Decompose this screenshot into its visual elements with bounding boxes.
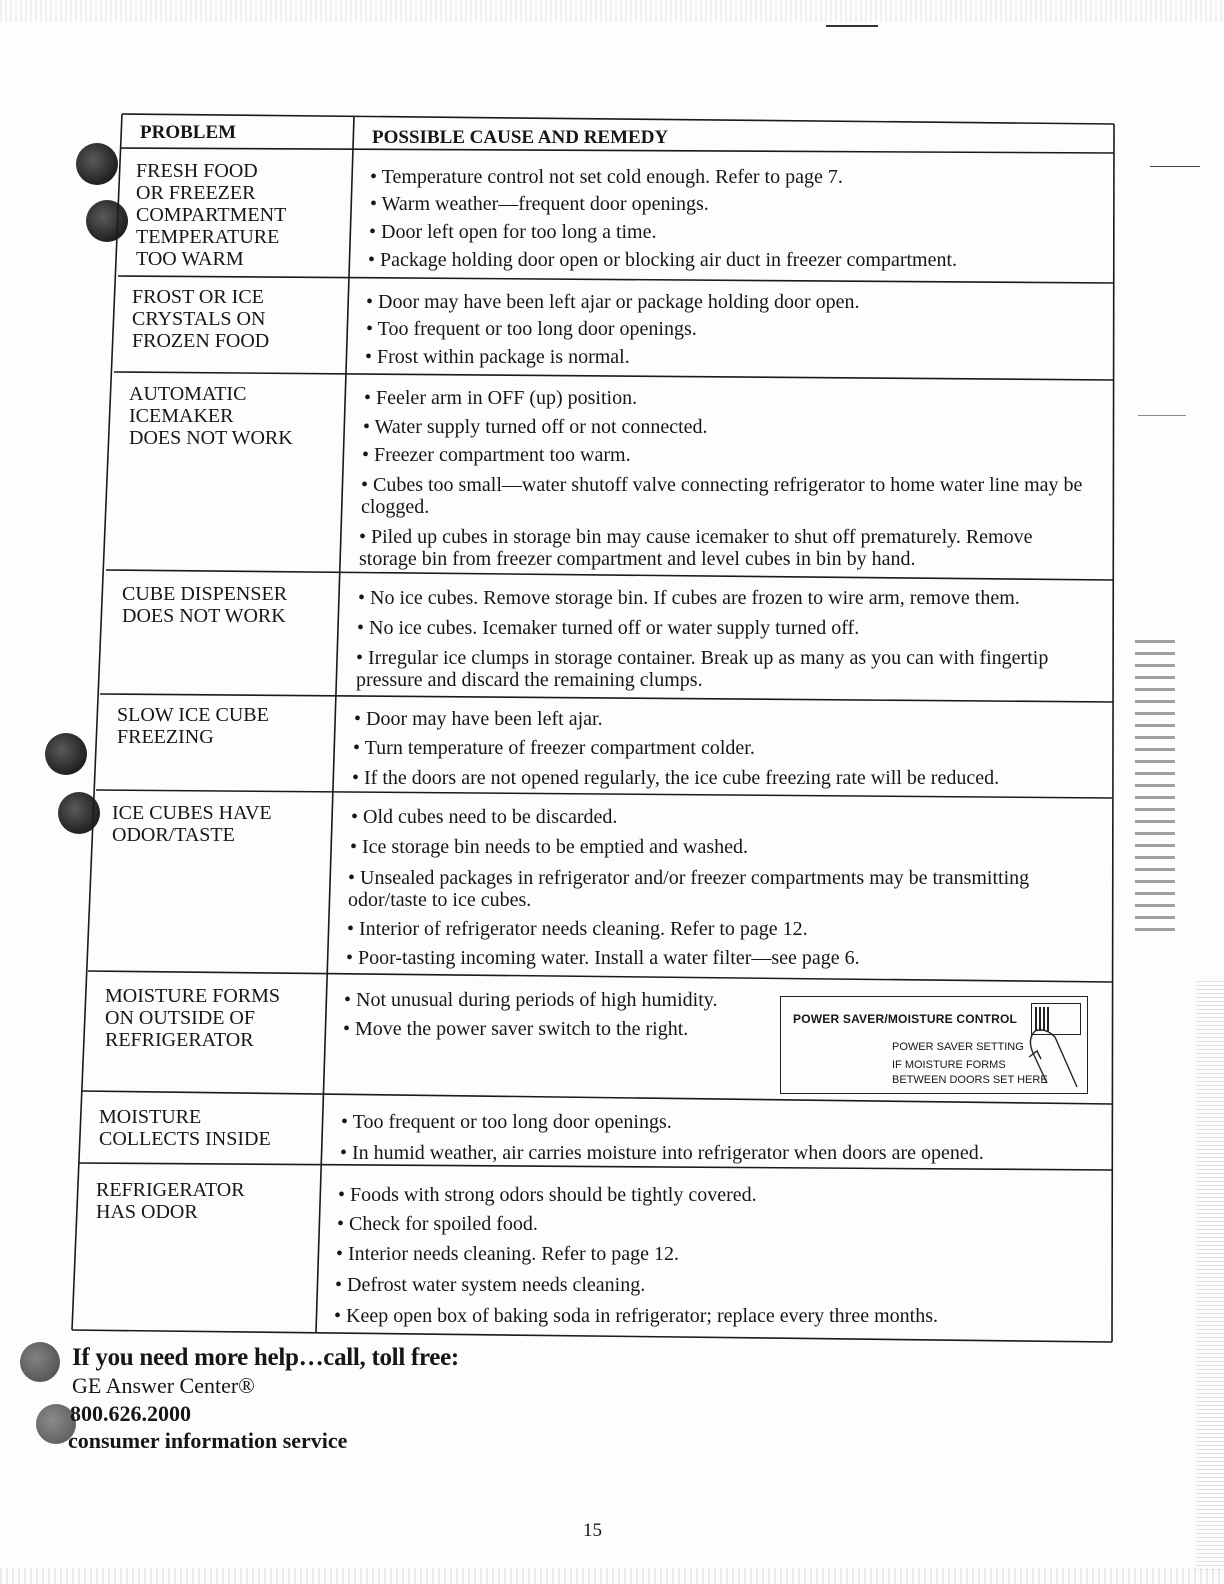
toll-free-number[interactable]: 800.626.2000 (70, 1401, 191, 1426)
help-heading: If you need more help…call, toll free: (72, 1344, 459, 1371)
column-header-remedy: POSSIBLE CAUSE AND REMEDY (372, 127, 669, 148)
problem-moisture-outside: MOISTURE FORMS ON OUTSIDE OF REFRIGERATOR (105, 985, 281, 1051)
cause-item: • Interior needs cleaning. Refer to page 12. (336, 1243, 679, 1265)
cause-item: • Interior of refrigerator needs cleaning. Refer to page 12. (347, 918, 808, 940)
cause-item: • Check for spoiled food. (337, 1213, 538, 1235)
cause-item: • Temperature control not set cold enough. Refer to page 7. (370, 166, 843, 188)
cause-item: • Warm weather—frequent door openings. (370, 193, 709, 215)
column-header-problem: PROBLEM (140, 122, 237, 143)
problem-icemaker: AUTOMATIC ICEMAKER DOES NOT WORK (129, 383, 293, 449)
cause-item: • Irregular ice clumps in storage container. Break up as many as you can with fingertip pressure and discard the remaining clumps. (356, 647, 1049, 691)
page-number: 15 (583, 1520, 602, 1541)
cause-item: • Old cubes need to be discarded. (351, 806, 618, 828)
answer-center-name: GE Answer Center® (72, 1373, 255, 1398)
cause-item: • Cubes too small—water shutoff valve connecting refrigerator to home water line may be clogged. (361, 474, 1083, 518)
moisture-note: IF MOISTURE FORMS (892, 1059, 1006, 1071)
cause-item: • Piled up cubes in storage bin may cause icemaker to shut off prematurely. Remove storage bin from freezer compartment and level cubes in bin by hand. (359, 526, 1033, 570)
cause-item: • Feeler arm in OFF (up) position. (364, 387, 638, 409)
problem-frost-crystals: FROST OR ICE CRYSTALS ON FROZEN FOOD (132, 286, 270, 352)
power-saver-diagram (780, 996, 1088, 1094)
power-saver-setting-label: POWER SAVER SETTING (892, 1041, 1024, 1053)
cause-item: • Poor-tasting incoming water. Install a water filter—see page 6. (346, 947, 860, 969)
problem-dispenser: CUBE DISPENSER DOES NOT WORK (122, 583, 288, 627)
problem-moisture-inside: MOISTURE COLLECTS INSIDE (99, 1106, 271, 1150)
cause-item: • Foods with strong odors should be tightly covered. (338, 1184, 757, 1206)
cause-item: • Ice storage bin needs to be emptied and washed. (350, 836, 748, 858)
cause-item: • Freezer compartment too warm. (362, 444, 631, 466)
problem-refrigerator-odor: REFRIGERATOR HAS ODOR (96, 1179, 245, 1223)
cause-item: • No ice cubes. Remove storage bin. If cubes are frozen to wire arm, remove them. (358, 587, 1020, 609)
cause-item: • Not unusual during periods of high humidity. (344, 989, 718, 1011)
pointing-finger-icon (1017, 1021, 1087, 1091)
service-description: consumer information service (68, 1428, 348, 1453)
cause-item: • Move the power saver switch to the right. (343, 1018, 689, 1040)
cause-item: • Turn temperature of freezer compartment colder. (353, 737, 755, 759)
cause-item: • In humid weather, air carries moisture into refrigerator when doors are opened. (340, 1142, 984, 1164)
cause-item: • Door may have been left ajar or package holding door open. (366, 291, 860, 313)
cause-item: • Frost within package is normal. (365, 346, 630, 368)
cause-item: • Water supply turned off or not connected. (363, 416, 708, 438)
cause-item: • Package holding door open or blocking air duct in freezer compartment. (368, 249, 958, 271)
cause-item: • Unsealed packages in refrigerator and/or freezer compartments may be transmitting odor/taste to ice cubes. (348, 867, 1030, 911)
cause-item: • No ice cubes. Icemaker turned off or water supply turned off. (357, 617, 860, 639)
moisture-note: BETWEEN DOORS SET HERE (892, 1074, 1048, 1086)
cause-item: • Defrost water system needs cleaning. (335, 1274, 646, 1296)
cause-item: • Too frequent or too long door openings. (341, 1111, 672, 1133)
problem-odor-taste: ICE CUBES HAVE ODOR/TASTE (112, 802, 272, 846)
power-saver-title: POWER SAVER/MOISTURE CONTROL (793, 1012, 1018, 1026)
cause-item: • Door may have been left ajar. (354, 708, 603, 730)
cause-item: • Keep open box of baking soda in refrigerator; replace every three months. (334, 1305, 938, 1327)
scan-noise-bottom (0, 1568, 1224, 1584)
cause-item: • Door left open for too long a time. (369, 221, 657, 243)
problem-fresh-food-warm: FRESH FOOD OR FREEZER COMPARTMENT TEMPERATURE TOO WARM (136, 160, 287, 270)
problem-slow-freezing: SLOW ICE CUBE FREEZING (117, 704, 269, 748)
cause-item: • Too frequent or too long door openings. (366, 318, 697, 340)
cause-item: • If the doors are not opened regularly, the ice cube freezing rate will be reduced. (352, 767, 1000, 789)
